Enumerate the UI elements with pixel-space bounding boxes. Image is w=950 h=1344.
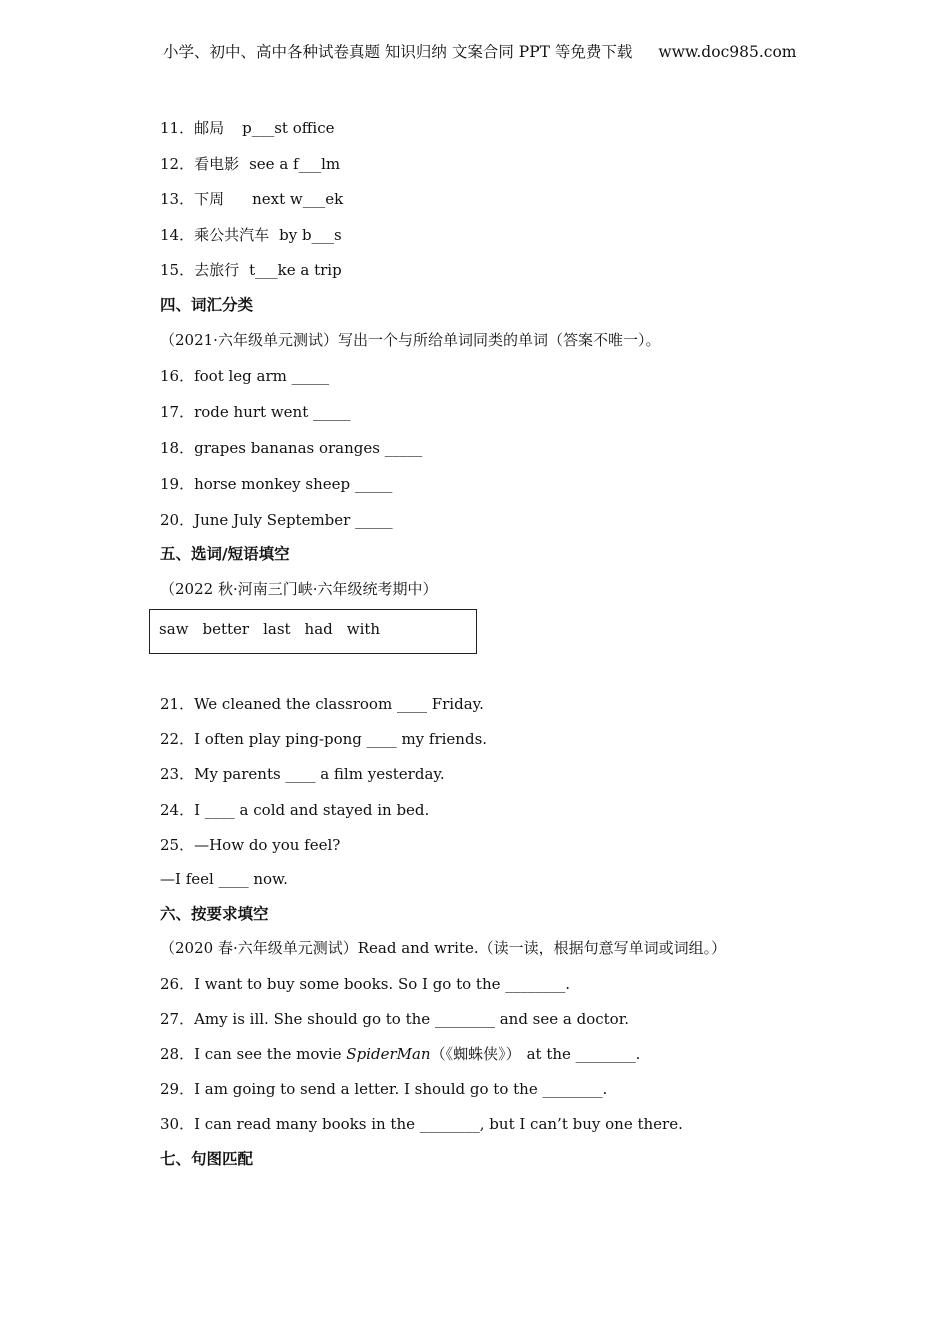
section4-title: 四、词汇分类 xyxy=(160,296,254,314)
word-bank-box xyxy=(149,609,477,654)
page-header xyxy=(163,40,803,62)
question-26: 26．I want to buy some books. So I go to the ________. xyxy=(160,975,571,993)
section5-note: （2022 秋·河南三门峡·六年级统考期中） xyxy=(160,580,438,598)
section6-title: 六、按要求填空 xyxy=(160,905,269,923)
movie-title: SpiderMan xyxy=(346,1045,431,1063)
question-23: 23．My parents ____ a film yesterday. xyxy=(160,765,445,783)
question-15: 15．去旅行 t___ke a trip xyxy=(160,261,342,279)
question-22: 22．I often play ping-pong ____ my friends. xyxy=(160,730,488,748)
question-21: 21．We cleaned the classroom ____ Friday. xyxy=(160,695,484,713)
header-url[interactable]: www.doc985.com xyxy=(658,43,797,61)
section6-note: （2020 春·六年级单元测试）Read and write.（读一读，根据句意写单词或词组。） xyxy=(160,939,727,957)
question-17: 17．rode hurt went _____ xyxy=(160,403,351,421)
word-bank-item: saw xyxy=(159,620,189,638)
question-24: 24．I ____ a cold and stayed in bed. xyxy=(160,801,430,819)
question-12: 12．看电影 see a f___lm xyxy=(160,155,341,173)
question-27: 27．Amy is ill. She should go to the ________ and see a doctor. xyxy=(160,1010,629,1028)
word-bank-item: better xyxy=(202,620,250,638)
word-bank-item: last xyxy=(263,620,291,638)
question-25: 25．—How do you feel? xyxy=(160,836,341,854)
word-bank-item: with xyxy=(346,620,381,638)
question-30: 30．I can read many books in the ________, but I can’t buy one there. xyxy=(160,1115,683,1133)
section5-title: 五、选词/短语填空 xyxy=(160,545,290,563)
question-29: 29．I am going to send a letter. I should go to the ________. xyxy=(160,1080,608,1098)
word-bank-item: had xyxy=(304,620,333,638)
question-20: 20．June July September _____ xyxy=(160,511,393,529)
question-16: 16．foot leg arm _____ xyxy=(160,367,330,385)
question-28: 28．I can see the movie SpiderMan（《蜘蛛侠》） at the ________. xyxy=(160,1045,641,1063)
question-25-answer: —I feel ____ now. xyxy=(160,870,288,888)
question-11: 11．邮局 p___st office xyxy=(160,119,335,137)
question-14: 14．乘公共汽车 by b___s xyxy=(160,226,342,244)
header-slogan: 小学、初中、高中各种试卷真题 知识归纳 文案合同 PPT 等免费下载 xyxy=(163,43,633,61)
question-13: 13．下周 next w___ek xyxy=(160,190,344,208)
section7-title: 七、句图匹配 xyxy=(160,1150,254,1168)
section4-note: （2021·六年级单元测试）写出一个与所给单词同类的单词（答案不唯一）。 xyxy=(160,331,661,349)
question-18: 18．grapes bananas oranges _____ xyxy=(160,439,423,457)
question-19: 19．horse monkey sheep _____ xyxy=(160,475,393,493)
